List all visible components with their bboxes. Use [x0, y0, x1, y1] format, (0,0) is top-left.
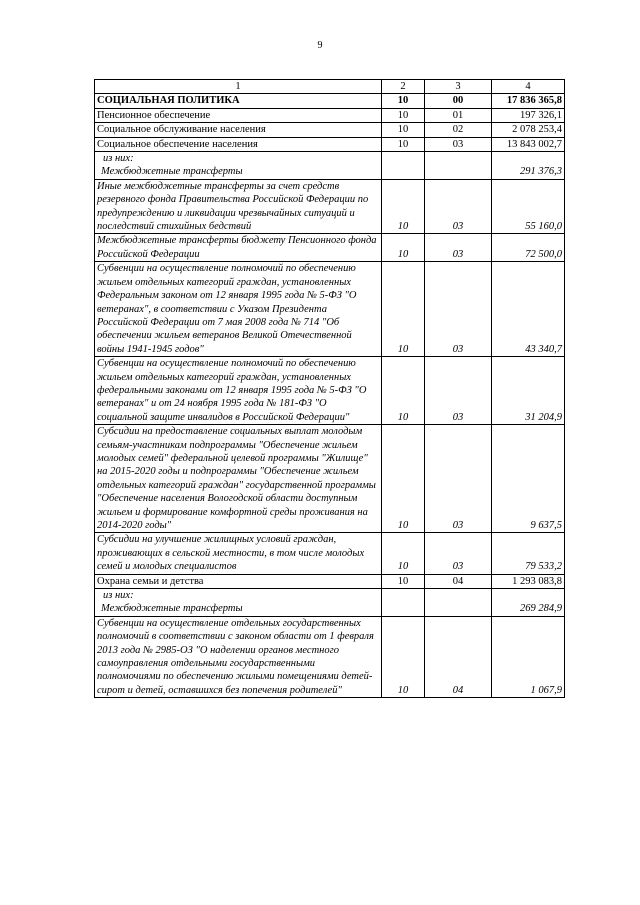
header-cell: 3 — [425, 80, 492, 94]
table-row — [95, 123, 565, 137]
row-amount: 197 326,1 — [492, 108, 565, 122]
table-row — [95, 152, 565, 180]
row-section: 10 — [382, 616, 425, 697]
table-row — [95, 137, 565, 151]
row-subsection: 03 — [425, 262, 492, 357]
table-row — [95, 234, 565, 262]
header-cell: 4 — [492, 80, 565, 94]
row-subsection: 03 — [425, 137, 492, 151]
table-row — [95, 179, 565, 234]
row-name: Межбюджетные трансферты бюджету Пенсионного фонда Российской Федерации — [95, 234, 382, 262]
row-name: Межбюджетные трансферты — [101, 603, 243, 615]
row-amount: 1 067,9 — [492, 616, 565, 697]
row-section: 10 — [382, 108, 425, 122]
page-number: 9 — [317, 40, 323, 51]
row-name: Субвенции на осуществление отдельных государственных полномочий в соответствии с законом области от 1 февраля 2013 года № 2985-ОЗ "О наделении органов местного самоуправления отдельными государственными полномочиями по обеспечению жилыми помещениями детей-сирот и детей, оставшихся без попечения родителей" — [95, 616, 382, 697]
row-name: Иные межбюджетные трансферты за счет средств резервного фонда Правительства Российской Федерации по предупреждению и ликвидации чрезвычайных ситуаций и последствий стихийных бедствий — [95, 179, 382, 234]
row-subsection — [425, 152, 492, 180]
row-subsection: 03 — [425, 533, 492, 574]
table-row — [95, 262, 565, 357]
row-name: Социальное обслуживание населения — [95, 123, 382, 137]
row-section — [382, 152, 425, 180]
row-section: 10 — [382, 137, 425, 151]
row-amount: 43 340,7 — [492, 262, 565, 357]
row-section — [382, 589, 425, 617]
row-subsection — [425, 589, 492, 617]
row-subsection: 03 — [425, 357, 492, 425]
row-subsection: 03 — [425, 234, 492, 262]
row-prefix: из них: — [103, 153, 134, 165]
table-row — [95, 94, 565, 108]
table-row — [95, 589, 565, 617]
row-amount: 72 500,0 — [492, 234, 565, 262]
row-name: Субвенции на осуществление полномочий по обеспечению жильем отдельных категорий граждан, установленных федеральными законами от 12 января 1995 года № 5-ФЗ "О ветеранах" и от 24 ноября 1995 года № 181-ФЗ "О социальной защите инвалидов в Российской Федерации" — [95, 357, 382, 425]
row-amount: 17 836 365,8 — [492, 94, 565, 108]
row-section: 10 — [382, 123, 425, 137]
row-subsection: 01 — [425, 108, 492, 122]
row-amount: 2 078 253,4 — [492, 123, 565, 137]
table-row — [95, 425, 565, 533]
row-name-cell — [95, 589, 382, 617]
row-section: 10 — [382, 234, 425, 262]
row-amount: 13 843 002,7 — [492, 137, 565, 151]
row-amount: 1 293 083,8 — [492, 574, 565, 588]
row-amount: 9 637,5 — [492, 425, 565, 533]
row-name: Субсидии на улучшение жилищных условий граждан, проживающих в сельской местности, в том числе молодых семей и молодых специалистов — [95, 533, 382, 574]
row-name: Субвенции на осуществление полномочий по обеспечению жильем отдельных категорий граждан, установленных Федеральным законом от 12 января 1995 года № 5-ФЗ "О ветеранах", в соответствии с Указом Президента Российской Федерации от 7 мая 2008 года № 714 "Об обеспечении жильем ветеранов Великой Отечественной войны 1941-1945 годов" — [95, 262, 382, 357]
header-cell: 2 — [382, 80, 425, 94]
row-section: 10 — [382, 533, 425, 574]
row-prefix: из них: — [103, 590, 134, 602]
row-subsection: 03 — [425, 425, 492, 533]
row-section: 10 — [382, 94, 425, 108]
row-name-cell — [95, 152, 382, 180]
budget-table — [94, 79, 565, 698]
row-name: Пенсионное обеспечение — [95, 108, 382, 122]
row-name: Межбюджетные трансферты — [101, 166, 243, 178]
row-section: 10 — [382, 179, 425, 234]
row-subsection: 04 — [425, 574, 492, 588]
row-section: 10 — [382, 574, 425, 588]
row-section: 10 — [382, 262, 425, 357]
row-section: 10 — [382, 357, 425, 425]
row-name: Охрана семьи и детства — [95, 574, 382, 588]
row-amount: 269 284,9 — [492, 589, 565, 617]
row-subsection: 00 — [425, 94, 492, 108]
table-row — [95, 616, 565, 697]
row-subsection: 02 — [425, 123, 492, 137]
row-amount: 79 533,2 — [492, 533, 565, 574]
table-row — [95, 108, 565, 122]
header-cell: 1 — [95, 80, 382, 94]
row-section: 10 — [382, 425, 425, 533]
row-amount: 31 204,9 — [492, 357, 565, 425]
row-name: СОЦИАЛЬНАЯ ПОЛИТИКА — [95, 94, 382, 108]
row-amount: 55 160,0 — [492, 179, 565, 234]
row-name: Социальное обеспечение населения — [95, 137, 382, 151]
row-name: Субсидии на предоставление социальных выплат молодым семьям-участникам подпрограммы "Обеспечение жильем молодых семей" федеральной целевой программы "Жилище" на 2015-2020 годы и подпрограммы "Обеспечение жильем отдельных категорий граждан" государственной программы "Обеспечение населения Вологодской области доступным жильем и формирование комфортной среды проживания на 2014-2020 годы" — [95, 425, 382, 533]
row-subsection: 04 — [425, 616, 492, 697]
row-amount: 291 376,3 — [492, 152, 565, 180]
table-header-row — [95, 80, 565, 94]
table-row — [95, 357, 565, 425]
row-subsection: 03 — [425, 179, 492, 234]
table-row — [95, 533, 565, 574]
table-row — [95, 574, 565, 588]
